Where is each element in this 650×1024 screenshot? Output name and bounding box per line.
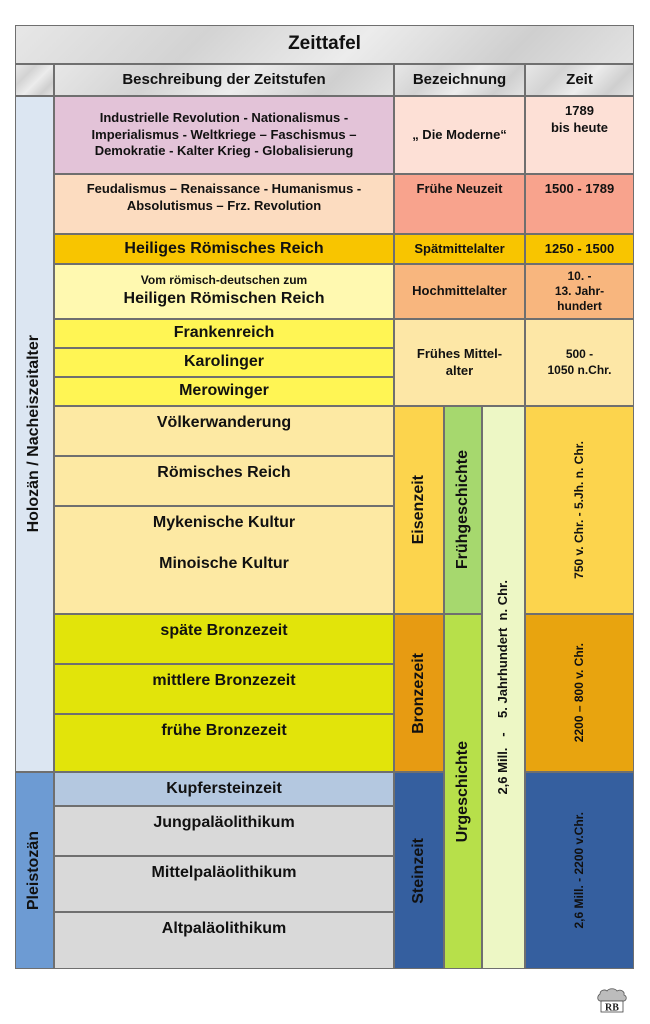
eisenzeit-designation [394, 406, 444, 614]
eisen-item-roemisches-reich [54, 456, 394, 506]
moderne-time: 1789 bis heute [525, 96, 634, 174]
frueh-item-text: Karolinger [183, 353, 264, 371]
holozaen-band [15, 96, 54, 772]
bronze-item-text: frühe Bronzezeit [161, 722, 287, 739]
neuzeit-time-text: 1500 - 1789 [544, 181, 615, 196]
eisen-item-text: Völkerwanderung [156, 414, 292, 431]
header-description [54, 64, 394, 96]
bronze-item-spaet [54, 614, 394, 664]
moderne-designation-text: „ Die Moderne“ [412, 126, 507, 142]
rb-logo-text: RB [605, 1002, 619, 1014]
hoch-designation [394, 264, 525, 319]
spaet-designation-text: Spätmittelalter [414, 240, 505, 256]
frueh-item-text: Frankenreich [173, 324, 275, 342]
rb-logo [594, 988, 630, 1014]
frueh-item-text: Merowinger [179, 382, 269, 400]
eisen-item-minoische: Minoische Kultur [159, 554, 289, 572]
neuzeit-designation [394, 174, 525, 234]
bronzezeit-time [525, 614, 634, 772]
bronze-item-text: mittlere Bronzezeit [152, 672, 296, 689]
eisenzeit-time-text: 750 v. Chr. - 5.Jh. n. Chr. [571, 441, 586, 579]
stein-item-jung [54, 806, 394, 856]
urgeschichte-label: Urgeschichte [453, 740, 471, 843]
header-time-text: Zeit [566, 71, 593, 89]
spaet-time [525, 234, 634, 264]
neuzeit-time [525, 174, 634, 234]
eisen-item-kulturen [54, 506, 394, 614]
hoch-time: 10. - 13. Jahr- hundert [525, 264, 634, 319]
steinzeit-time-text: 2,6 Mill. - 2200 v.Chr. [571, 812, 586, 929]
bronze-item-text: späte Bronzezeit [160, 622, 288, 639]
stein-item-text: Altpaläolithikum [161, 920, 287, 937]
frueh-designation: Frühes Mittel- alter [394, 319, 525, 406]
eisenzeit-label: Eisenzeit [409, 475, 427, 545]
urgeschichte-band [444, 614, 482, 969]
eisen-item-mykenische: Mykenische Kultur [152, 514, 296, 531]
stein-item-kupfer [54, 772, 394, 806]
eisen-item-text: Römisches Reich [157, 464, 291, 481]
stein-item-text: Mittelpaläolithikum [151, 864, 297, 881]
header-description-text: Beschreibung der Zeitstufen [122, 71, 326, 89]
stein-item-mittel [54, 856, 394, 912]
pleistozaen-label: Pleistozän [25, 830, 43, 911]
bronze-item-mittlere [54, 664, 394, 714]
page-title [15, 25, 634, 64]
header-designation [394, 64, 525, 96]
header-designation-text: Bezeichnung [412, 71, 507, 89]
moderne-designation [394, 96, 525, 174]
span-label: 2,6 Mill. - 5. Jahrhundert n. Chr. [495, 580, 511, 795]
spaet-description [54, 234, 394, 264]
frueh-time: 500 - 1050 n.Chr. [525, 319, 634, 406]
span-band [482, 406, 525, 969]
stein-item-text: Jungpaläolithikum [153, 814, 295, 831]
neuzeit-designation-text: Frühe Neuzeit [416, 181, 503, 196]
bronzezeit-time-text: 2200 – 800 v. Chr. [571, 643, 586, 743]
steinzeit-time [525, 772, 634, 969]
frueh-item-karolinger [54, 348, 394, 377]
eisen-item-voelkerwanderung [54, 406, 394, 456]
spaet-description-text: Heiliges Römisches Reich [124, 239, 324, 257]
holozaen-label: Holozän / Nacheiszeitalter [25, 335, 43, 533]
spaet-time-text: 1250 - 1500 [544, 240, 615, 256]
fruehgeschichte-label: Frühgeschichte [453, 450, 471, 570]
hoch-designation-text: Hochmittelalter [412, 283, 507, 299]
steinzeit-designation [394, 772, 444, 969]
fruehgeschichte-band [444, 406, 482, 614]
neuzeit-description: Feudalismus – Renaissance - Humanismus - Absolutismus – Frz. Revolution [54, 174, 394, 234]
moderne-description: Industrielle Revolution - Nationalismus - Imperialismus - Weltkriege – Faschismus – Demokratie - Kalter Krieg - Globalisierung [54, 96, 394, 174]
pleistozaen-band [15, 772, 54, 969]
steinzeit-label: Steinzeit [409, 837, 427, 904]
hoch-description-large: Heiligen Römischen Reich [123, 289, 325, 307]
frueh-item-merowinger [54, 377, 394, 406]
stein-item-alt [54, 912, 394, 969]
hoch-description [54, 264, 394, 319]
header-corner [15, 64, 54, 96]
header-time [525, 64, 634, 96]
bronzezeit-designation [394, 614, 444, 772]
bronze-item-frueh [54, 714, 394, 772]
hoch-description-small: Vom römisch-deutschen zum [140, 273, 308, 288]
frueh-item-frankenreich [54, 319, 394, 348]
eisenzeit-time [525, 406, 634, 614]
stein-item-text: Kupfersteinzeit [166, 779, 282, 797]
bronzezeit-label: Bronzezeit [409, 652, 427, 734]
page-title-text: Zeittafel [288, 33, 361, 55]
spaet-designation [394, 234, 525, 264]
